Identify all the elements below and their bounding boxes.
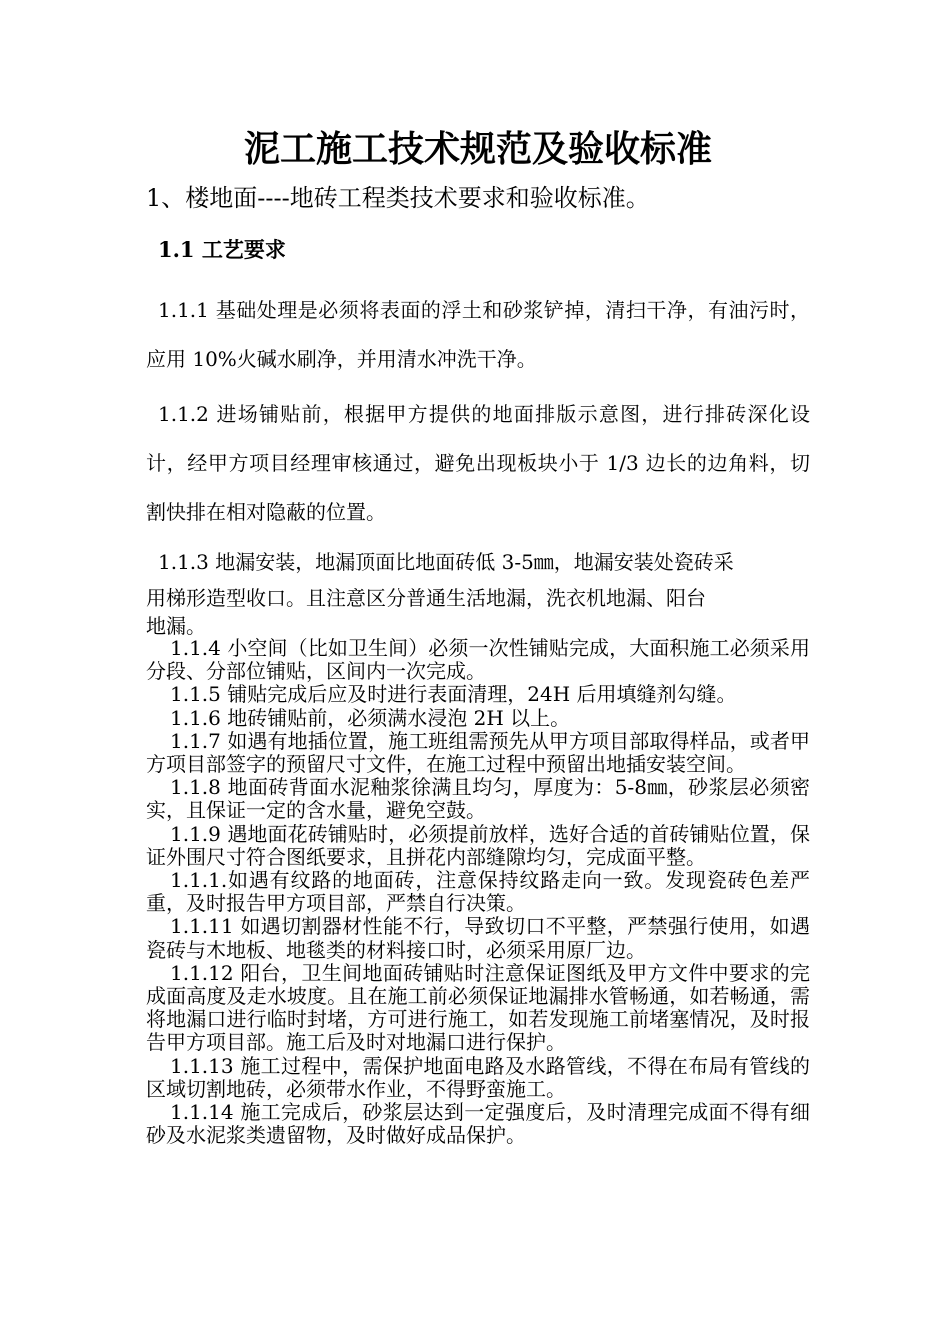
document-title: 泥工施工技术规范及验收标准: [243, 128, 712, 170]
paragraph-1-1-4: 1.1.4 小空间（比如卫生间）必须一次性铺贴完成，大面积施工必须采用分段、分部位铺贴，区间内一次完成。: [146, 636, 810, 684]
paragraph-1-1-2: 1.1.2 进场铺贴前，根据甲方提供的地面排版示意图，进行排砖深化设计，经甲方项目经理审核通过，避免出现板块小于 1/3 边长的边角料，切割快排在相对隐蔽的位置。: [146, 402, 810, 524]
document-page: [146, 120, 810, 1147]
section-heading: 1、楼地面----地砖工程类技术要求和验收标准。: [146, 184, 650, 212]
paragraph-1-1-12: 1.1.12 阳台，卫生间地面砖铺贴时注意保证图纸及甲方文件中要求的完成面高度及走水坡度。且在施工前必须保证地漏排水管畅通，如若畅通，需将地漏口进行临时封堵，方可进行施工，如若发现施工前堵塞情况，及时报告甲方项目部。施工后及时对地漏口进行保护。: [146, 960, 810, 1055]
paragraph-1-1-1: 1.1.1 基础处理是必须将表面的浮土和砂浆铲掉，清扫干净，有油污时，应用 10%火碱水刷净，并用清水冲洗干净。: [146, 298, 810, 371]
subsection-heading: 1.1 工艺要求: [158, 237, 286, 262]
paragraph-1-1-5: 1.1.5 铺贴完成后应及时进行表面清理，24H 后用填缝剂勾缝。: [170, 682, 737, 707]
paragraph-1-1-13: 1.1.13 施工过程中，需保护地面电路及水路管线，不得在布局有管线的区域切割地砖，必须带水作业，不得野蛮施工。: [146, 1053, 810, 1101]
paragraph-1-1-11: 1.1.11 如遇切割器材性能不行，导致切口不平整，严禁强行使用，如遇瓷砖与木地板、地毯类的材料接口时，必须采用原厂边。: [146, 914, 810, 962]
paragraph-1-1-3-line-1: 1.1.3 地漏安装，地漏顶面比地面砖低 3-5㎜，地漏安装处瓷砖采: [158, 550, 734, 574]
paragraph-1-1-7: 1.1.7 如遇有地插位置，施工班组需预先从甲方项目部取得样品，或者甲方项目部签字的预留尺寸文件，在施工过程中预留出地插安装空间。: [146, 728, 810, 777]
paragraph-1-1-3: [146, 543, 810, 637]
paragraph-1-1-10: 1.1.1.如遇有纹路的地面砖，注意保持纹路走向一致。发现瓷砖色差严重，及时报告甲方项目部，严禁自行决策。: [146, 868, 810, 916]
paragraph-1-1-8: 1.1.8 地面砖背面水泥釉浆徐满且均匀，厚度为：5-8㎜，砂浆层必须密实，且保证一定的含水量，避免空鼓。: [146, 775, 810, 823]
paragraph-1-1-3-line-2: 用梯形造型收口。且注意区分普通生活地漏，洗衣机地漏、阳台: [146, 586, 706, 610]
paragraph-1-1-9: 1.1.9 遇地面花砖铺贴时，必须提前放样，选好合适的首砖铺贴位置，保证外围尺寸符合图纸要求，且拼花内部缝隙均匀，完成面平整。: [146, 821, 810, 869]
paragraph-1-1-14: 1.1.14 施工完成后，砂浆层达到一定强度后，及时清理完成面不得有细砂及水泥浆类遗留物，及时做好成品保护。: [146, 1100, 810, 1148]
paragraph-1-1-6: 1.1.6 地砖铺贴前，必须满水浸泡 2H 以上。: [170, 705, 571, 730]
paragraph-1-1-3-line-3: 地漏。: [146, 614, 206, 638]
